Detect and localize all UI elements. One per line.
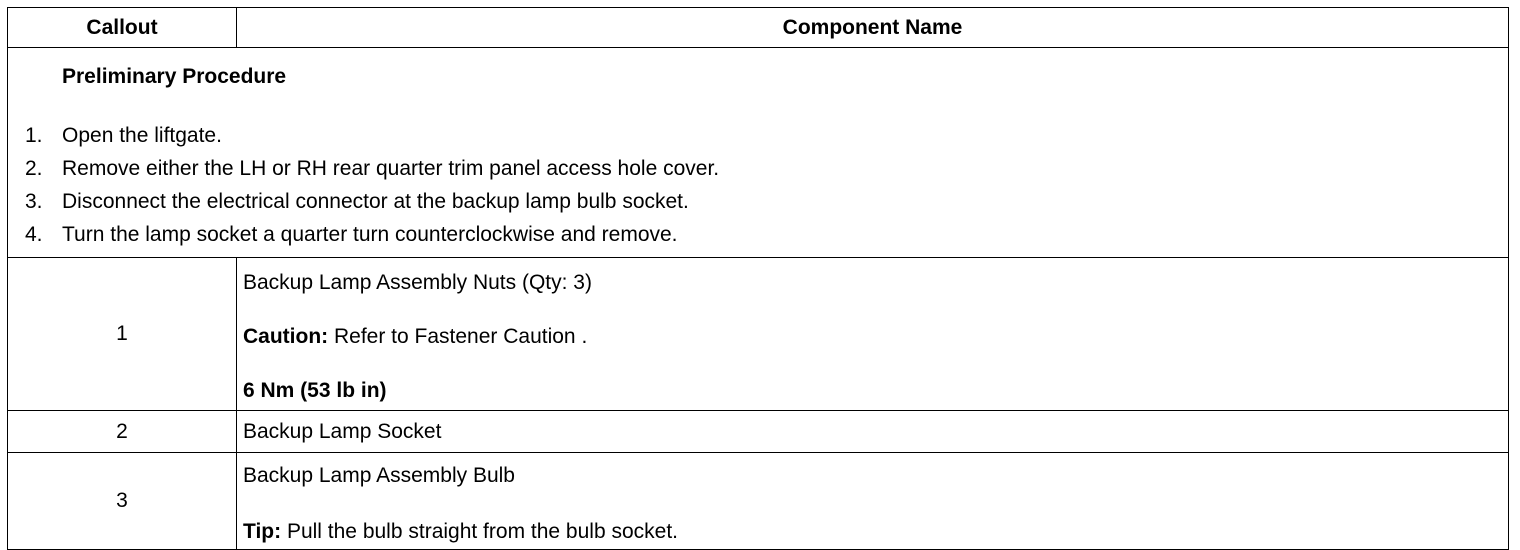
step-item: [8, 152, 1508, 185]
preliminary-procedure-title: Preliminary Procedure: [62, 65, 287, 88]
table-row: [8, 411, 1509, 453]
step-item: [8, 185, 1508, 218]
callout-header: Callout: [8, 8, 237, 48]
component-name: Backup Lamp Assembly Nuts (Qty: 3): [243, 271, 592, 294]
header-row: [8, 8, 1509, 48]
procedure-table: [7, 7, 1509, 550]
component-cell: [237, 411, 1509, 453]
step-text: Open the liftgate.: [62, 124, 222, 147]
preliminary-procedure-row: [8, 48, 1509, 258]
step-item: [8, 119, 1508, 152]
callout-cell: 3: [8, 453, 237, 550]
table-row: [8, 258, 1509, 411]
caution-note: [243, 325, 1508, 349]
preliminary-procedure-cell: [8, 48, 1509, 258]
step-text: Disconnect the electrical connector at the backup lamp bulb socket.: [62, 190, 689, 213]
step-number: 2.: [25, 157, 43, 180]
component-name: Backup Lamp Assembly Bulb: [243, 464, 515, 487]
tip-label: Tip:: [243, 520, 282, 543]
caution-label: Caution:: [243, 325, 329, 348]
torque-spec: 6 Nm (53 lb in): [243, 379, 387, 402]
tip-text: Pull the bulb straight from the bulb socket.: [281, 520, 678, 543]
caution-text: Refer to Fastener Caution .: [328, 325, 588, 348]
component-name-header: Component Name: [237, 8, 1509, 48]
callout-cell: 1: [8, 258, 237, 411]
step-number: 4.: [25, 223, 43, 246]
step-text: Turn the lamp socket a quarter turn counterclockwise and remove.: [62, 223, 678, 246]
component-name: Backup Lamp Socket: [243, 419, 442, 443]
table-row: [8, 453, 1509, 550]
callout-cell: 2: [8, 411, 237, 453]
preliminary-steps-list: [8, 119, 1508, 251]
component-cell: [237, 453, 1509, 550]
step-number: 1.: [25, 124, 43, 147]
step-number: 3.: [25, 190, 43, 213]
component-cell: [237, 258, 1509, 411]
tip-note: [243, 520, 1508, 544]
step-item: [8, 218, 1508, 251]
step-text: Remove either the LH or RH rear quarter trim panel access hole cover.: [62, 157, 720, 180]
